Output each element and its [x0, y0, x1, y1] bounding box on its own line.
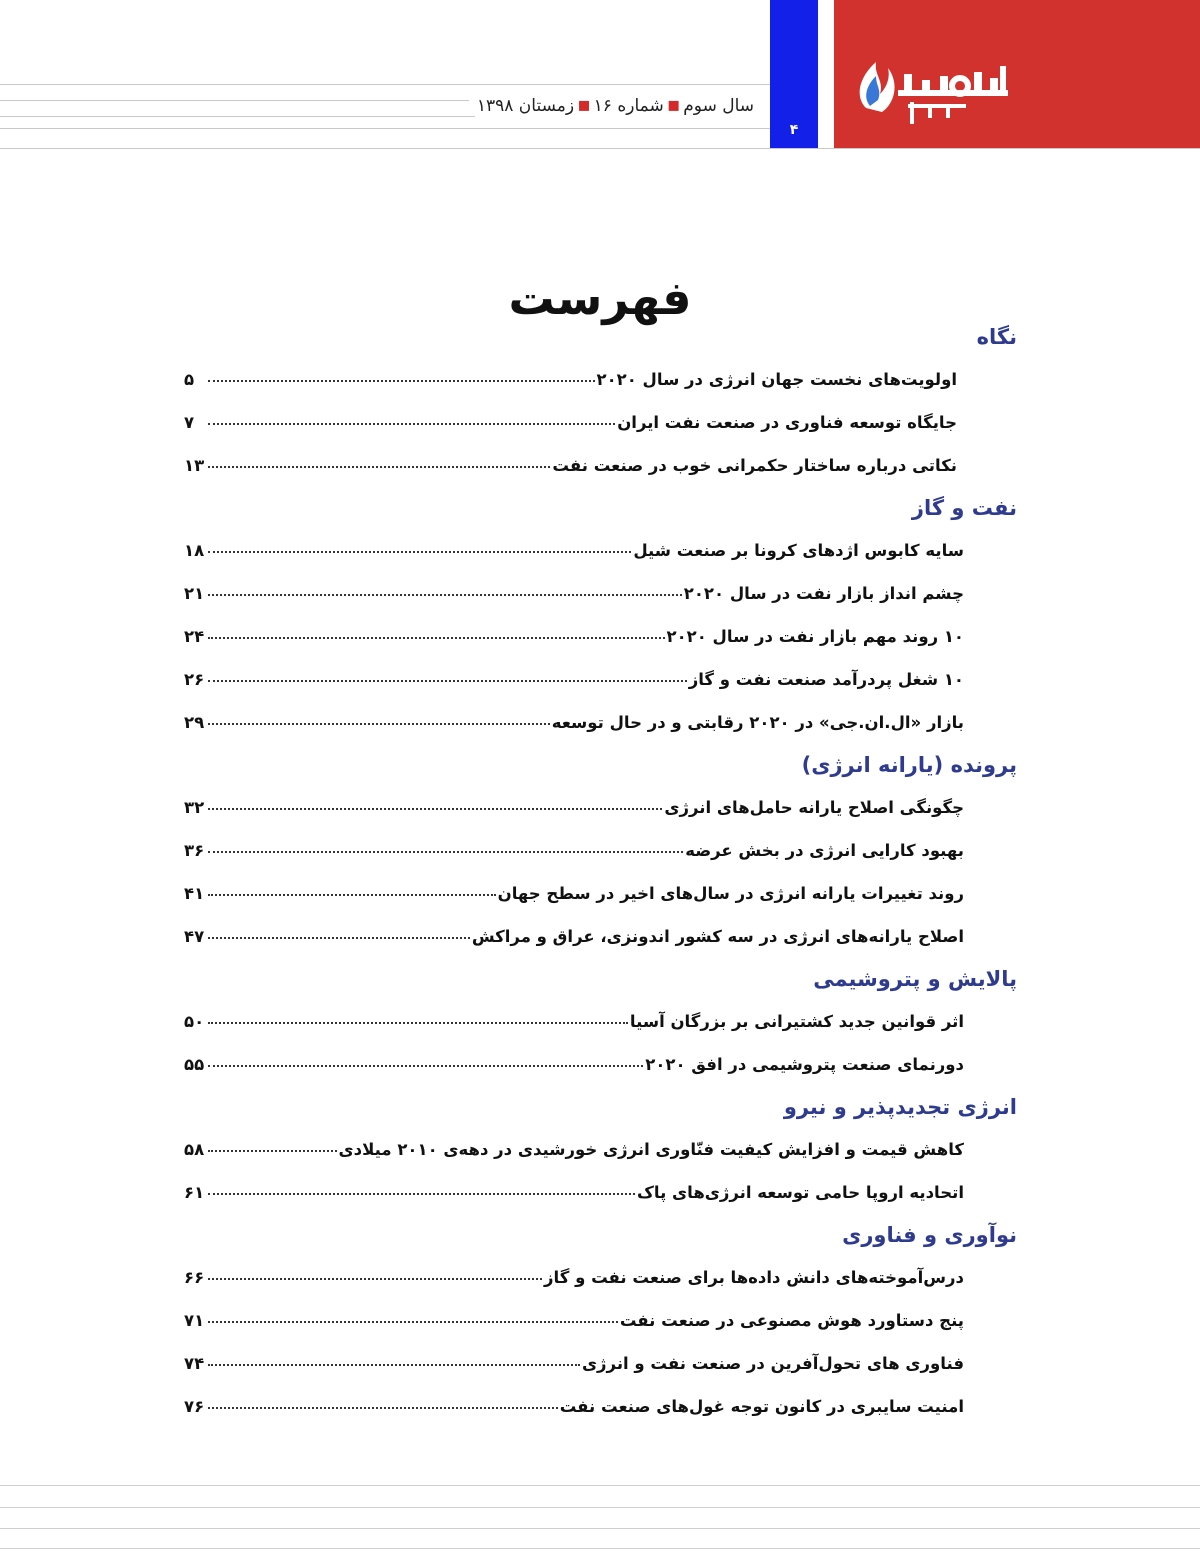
toc-entry-page: ۲۶ [184, 670, 205, 689]
toc-entry-title: نکاتی درباره ساختار حکمرانی خوب در صنعت نفت [552, 456, 957, 475]
toc-leader-dots [208, 680, 687, 682]
toc-entry-title: اصلاح یارانه‌های انرژی در سه کشور اندونزی، عراق و مراکش [471, 927, 964, 946]
toc-section-heading: نوآوری و فناوری [842, 1223, 1017, 1247]
page-title: فهرست [508, 270, 692, 325]
toc-entry-title: چگونگی اصلاح یارانه حامل‌های انرژی [664, 798, 964, 817]
toc-entry-page: ۷۱ [184, 1311, 205, 1330]
toc-entry[interactable] [184, 1183, 964, 1202]
toc-section-heading: نگاه [976, 325, 1017, 349]
toc-entry[interactable] [184, 927, 964, 946]
toc-entry-title: سایه کابوس اژدهای کرونا بر صنعت شیل [633, 541, 964, 560]
toc-entry-title: اتحادیه اروپا حامی توسعه انرژی‌های پاک [637, 1183, 964, 1202]
issue-number: شماره ۱۶ [593, 96, 664, 116]
toc-leader-dots [208, 851, 683, 853]
toc-entry[interactable] [184, 1055, 964, 1074]
header-rule-mid2 [0, 116, 475, 117]
page-number: ۴ [789, 122, 799, 138]
toc-leader-dots [208, 1065, 643, 1067]
toc-entry[interactable] [184, 1140, 964, 1159]
toc-section-heading: انرژی تجدیدپذیر و نیرو [783, 1095, 1017, 1119]
toc-entry-title: اثر قوانین جدید کشتیرانی بر بزرگان آسیا [629, 1012, 964, 1031]
toc-entry-page: ۱۸ [184, 541, 205, 560]
toc-entry-title: دورنمای صنعت پتروشیمی در افق ۲۰۲۰ [645, 1055, 964, 1074]
toc-leader-dots [208, 808, 662, 810]
toc-leader-dots [208, 937, 470, 939]
toc-entry[interactable] [184, 798, 964, 817]
toc-entry-title: روند تغییرات یارانه انرژی در سال‌های اخیر در سطح جهان [497, 884, 964, 903]
toc-entry[interactable] [184, 584, 964, 603]
toc-leader-dots [208, 1150, 337, 1152]
toc-entry-title: اولویت‌های نخست جهان انرژی در سال ۲۰۲۰ [596, 370, 957, 389]
toc-entry-page: ۳۶ [184, 841, 205, 860]
header-rule-top [0, 84, 770, 85]
toc-leader-dots [208, 594, 682, 596]
toc-entry-title: امنیت سایبری در کانون توجه غول‌های صنعت نفت [559, 1397, 964, 1416]
toc-entry-page: ۷ [184, 413, 195, 432]
toc-entry[interactable] [184, 841, 964, 860]
toc-entry-page: ۱۳ [184, 456, 205, 475]
footer-rule [0, 1548, 1200, 1549]
toc-entry[interactable] [184, 456, 957, 475]
toc-entry-page: ۵۵ [184, 1055, 205, 1074]
toc-entry-page: ۵۸ [184, 1140, 205, 1159]
toc-entry-page: ۲۴ [184, 627, 205, 646]
toc-entry-page: ۵ [184, 370, 195, 389]
toc-entry-title: بهبود کارایی انرژی در بخش عرضه [685, 841, 964, 860]
toc-entry[interactable] [184, 370, 957, 389]
header-rule-mid1 [0, 100, 475, 101]
toc-entry-page: ۵۰ [184, 1012, 205, 1031]
toc-leader-dots [208, 723, 550, 725]
toc-entry-page: ۶۱ [184, 1183, 205, 1202]
toc-section-heading: نفت و گاز [911, 496, 1017, 520]
toc-entry-page: ۳۲ [184, 798, 205, 817]
toc-leader-dots [208, 1278, 542, 1280]
toc-entry-title: درس‌آموخته‌های دانش داده‌ها برای صنعت نفت و گاز [544, 1268, 964, 1287]
toc-entry-title: چشم انداز بازار نفت در سال ۲۰۲۰ [683, 584, 964, 603]
toc-entry[interactable] [184, 1268, 964, 1287]
toc-leader-dots [208, 1321, 618, 1323]
toc-entry[interactable] [184, 884, 964, 903]
issue-year: سال سوم [683, 96, 754, 116]
toc-entry-title: فناوری های تحول‌آفرین در صنعت نفت و انرژی [581, 1354, 964, 1373]
toc-entry-title: پنج دستاورد هوش مصنوعی در صنعت نفت [619, 1311, 964, 1330]
issue-separator: ▪ [666, 92, 681, 116]
toc-leader-dots [208, 380, 595, 382]
issue-info [469, 92, 762, 116]
toc-leader-dots [208, 1364, 580, 1366]
toc-section-heading: پالایش و پتروشیمی [813, 967, 1017, 991]
toc-entry[interactable] [184, 627, 964, 646]
toc-entry-title: ۱۰ شغل پردرآمد صنعت نفت و گاز [688, 670, 964, 689]
issue-separator: ▪ [577, 92, 591, 116]
toc-leader-dots [208, 1193, 635, 1195]
toc-entry[interactable] [184, 1311, 964, 1330]
magazine-logo [848, 46, 1020, 146]
toc-leader-dots [208, 1022, 628, 1024]
toc-entry-page: ۷۴ [184, 1354, 205, 1373]
page-number-tab [770, 0, 818, 148]
footer-rule [0, 1485, 1200, 1486]
toc-entry-page: ۴۷ [184, 927, 205, 946]
toc-entry[interactable] [184, 413, 957, 432]
footer-rule [0, 1507, 1200, 1508]
footer-rule [0, 1528, 1200, 1529]
toc-entry-page: ۶۶ [184, 1268, 205, 1287]
toc-entry-page: ۷۶ [184, 1397, 205, 1416]
toc-entry-page: ۴۱ [184, 884, 205, 903]
header-rule-bottom [0, 148, 1200, 149]
toc-entry-title: جایگاه توسعه فناوری در صنعت نفت ایران [617, 413, 957, 432]
toc-entry[interactable] [184, 541, 964, 560]
toc-entry-title: کاهش قیمت و افزایش کیفیت فنّاوری انرژی خورشیدی در دهه‌ی ۲۰۱۰ میلادی [338, 1140, 964, 1159]
toc-entry[interactable] [184, 713, 964, 732]
toc-entry[interactable] [184, 1012, 964, 1031]
toc-entry[interactable] [184, 1354, 964, 1373]
toc-entry[interactable] [184, 670, 964, 689]
toc-leader-dots [208, 637, 665, 639]
toc-entry-page: ۲۱ [184, 584, 205, 603]
toc-entry-title: ۱۰ روند مهم بازار نفت در سال ۲۰۲۰ [666, 627, 964, 646]
toc-entry[interactable] [184, 1397, 964, 1416]
toc-section-heading: پرونده (یارانه انرژی) [801, 753, 1017, 777]
toc-entry-title: بازار «ال.ان.جی» در ۲۰۲۰ رقابتی و در حال توسعه [551, 713, 964, 732]
toc-leader-dots [208, 551, 631, 553]
header-rule-mid3 [0, 128, 770, 129]
toc-leader-dots [208, 1407, 558, 1409]
issue-season: زمستان ۱۳۹۸ [476, 96, 575, 116]
toc-leader-dots [208, 423, 615, 425]
toc-leader-dots [208, 466, 550, 468]
toc-entry-page: ۲۹ [184, 713, 205, 732]
toc-leader-dots [208, 894, 496, 896]
